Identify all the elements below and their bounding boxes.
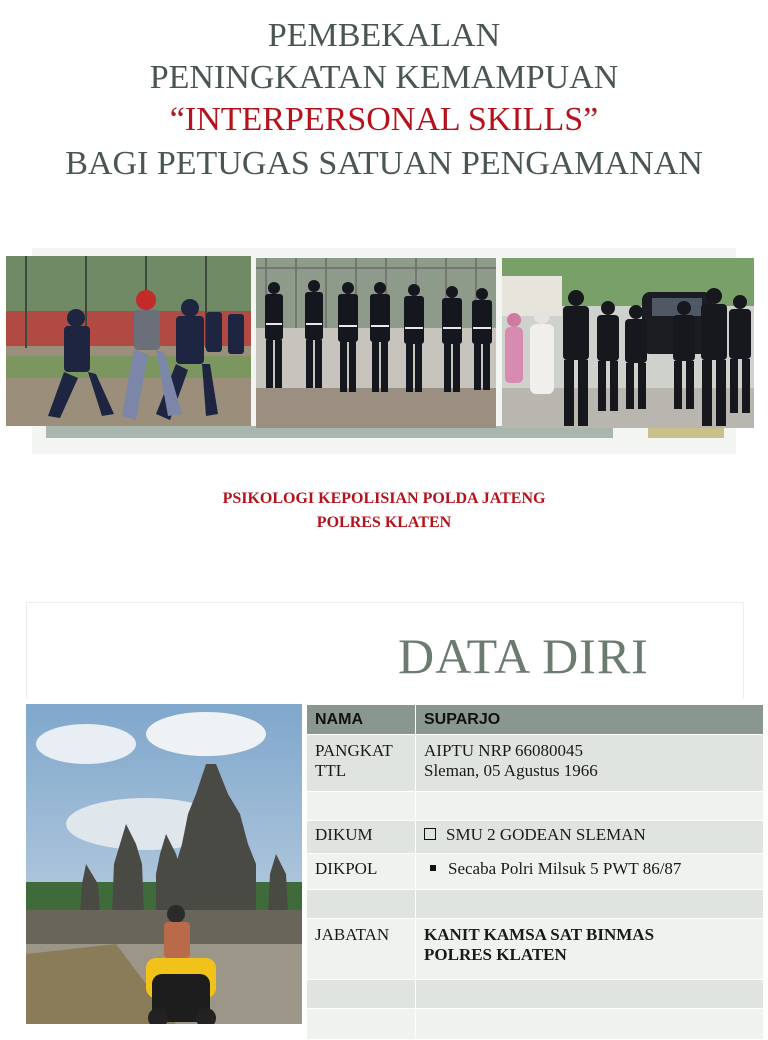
title-line-1: PEMBEKALAN [267, 17, 501, 54]
ttl-value: Sleman, 05 Agustus 1966 [424, 761, 598, 780]
checkbox-bullet-icon [424, 828, 436, 840]
dikum-cell [416, 821, 764, 854]
jabatan-cell [416, 919, 764, 980]
dikpol-cell [416, 854, 764, 890]
pangkat-ttl-labels [307, 735, 416, 792]
table-row [307, 980, 764, 1009]
temple-motorbike-photo [26, 704, 302, 1024]
table-row [307, 919, 764, 980]
title-line-3: “INTERPERSONAL SKILLS” [169, 101, 599, 138]
table-row [307, 1009, 764, 1040]
jabatan-value-line-1: KANIT KAMSA SAT BINMAS [424, 925, 655, 944]
table-row [307, 854, 764, 890]
security-escort-photo [502, 258, 754, 428]
table-row [307, 705, 764, 735]
pangkat-value: AIPTU NRP 66080045 [424, 741, 583, 760]
org-line-2: POLRES KLATEN [316, 514, 452, 531]
pangkat-label: PANGKAT [315, 741, 393, 760]
square-bullet-icon [430, 865, 436, 871]
dikpol-value: Secaba Polri Milsuk 5 PWT 86/87 [448, 859, 682, 878]
table-row [307, 890, 764, 919]
org-line-1: PSIKOLOGI KEPOLISIAN POLDA JATENG [222, 490, 546, 507]
security-training-photo [6, 256, 251, 426]
data-diri-title: DATA DIRI [398, 628, 649, 684]
title-line-4: BAGI PETUGAS SATUAN PENGAMANAN [65, 145, 703, 182]
table-row [307, 792, 764, 821]
jabatan-label: JABATAN [307, 919, 416, 980]
nama-label: NAMA [307, 705, 416, 735]
dikum-label: DIKUM [307, 821, 416, 854]
table-row [307, 821, 764, 854]
title-line-2: PENINGKATAN KEMAMPUAN [149, 59, 619, 96]
dikum-value: SMU 2 GODEAN SLEMAN [446, 825, 646, 844]
ttl-label: TTL [315, 761, 347, 780]
security-formation-photo [256, 258, 496, 428]
jabatan-value-line-2: POLRES KLATEN [424, 945, 567, 964]
dikpol-label: DIKPOL [307, 854, 416, 890]
pangkat-ttl-values [416, 735, 764, 792]
nama-value: SUPARJO [416, 705, 764, 735]
table-row [307, 735, 764, 792]
personal-data-table [306, 704, 764, 1040]
